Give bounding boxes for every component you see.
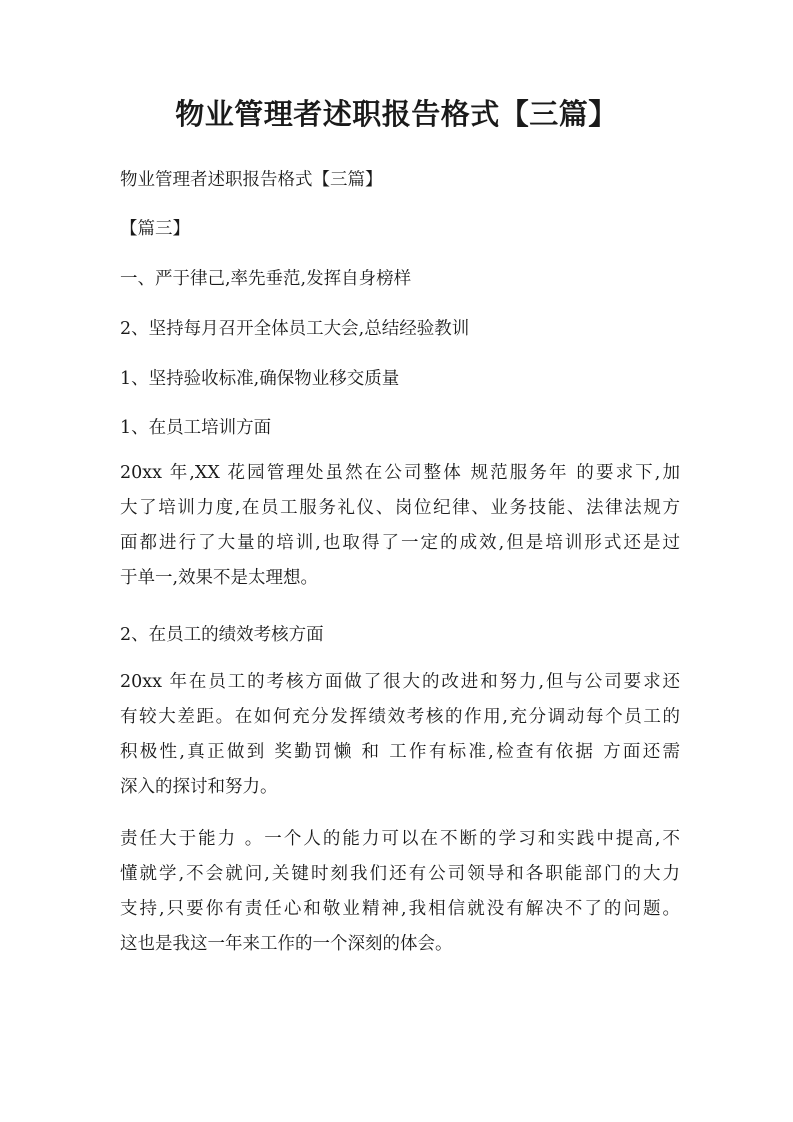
paragraph-responsibility	[120, 822, 680, 962]
paragraph-line: 支持,只要你有责任心和敬业精神,我相信就没有解决不了的问题。	[120, 899, 680, 919]
paragraph-appraisal	[120, 665, 680, 805]
paragraph-line: 20xx 年,XX 花园管理处虽然在公司整体 规范服务年 的要求下,加	[120, 463, 680, 483]
paragraph-line: 20xx 年在员工的考核方面做了很大的改进和努力,但与公司要求还	[120, 672, 680, 692]
paragraph-line: 懂就学,不会就问,关键时刻我们还有公司领导和各职能部门的大力	[120, 864, 680, 884]
heading-self-discipline: 一、严于律己,率先垂范,发挥自身榜样	[120, 269, 412, 289]
paragraph-line: 积极性,真正做到 奖勤罚懒 和 工作有标准,检查有依据 方面还需	[120, 742, 680, 762]
paragraph-line: 大了培训力度,在员工服务礼仪、岗位纪律、业务技能、法律法规方	[120, 498, 680, 518]
heading-performance-appraisal: 2、在员工的绩效考核方面	[120, 625, 324, 645]
heading-staff-training: 1、在员工培训方面	[120, 418, 272, 438]
paragraph-line: 责任大于能力 。一个人的能力可以在不断的学习和实践中提高,不	[120, 829, 680, 849]
document-title: 物业管理者述职报告格式【三篇】	[175, 97, 618, 131]
heading-acceptance-standard: 1、坚持验收标准,确保物业移交质量	[120, 369, 400, 389]
paragraph-training	[120, 456, 680, 596]
paragraph-line: 深入的探讨和努力。	[120, 777, 278, 797]
heading-monthly-meeting: 2、坚持每月召开全体员工大会,总结经验教训	[120, 319, 470, 339]
document-subtitle: 物业管理者述职报告格式【三篇】	[120, 170, 383, 190]
paragraph-line: 这也是我这一年来工作的一个深刻的体会。	[120, 934, 453, 954]
paragraph-line: 面都进行了大量的培训,也取得了一定的成效,但是培训形式还是过	[120, 533, 680, 553]
section-label: 【篇三】	[120, 219, 190, 239]
paragraph-line: 于单一,效果不是太理想。	[120, 568, 319, 588]
paragraph-line: 有较大差距。在如何充分发挥绩效考核的作用,充分调动每个员工的	[120, 707, 680, 727]
